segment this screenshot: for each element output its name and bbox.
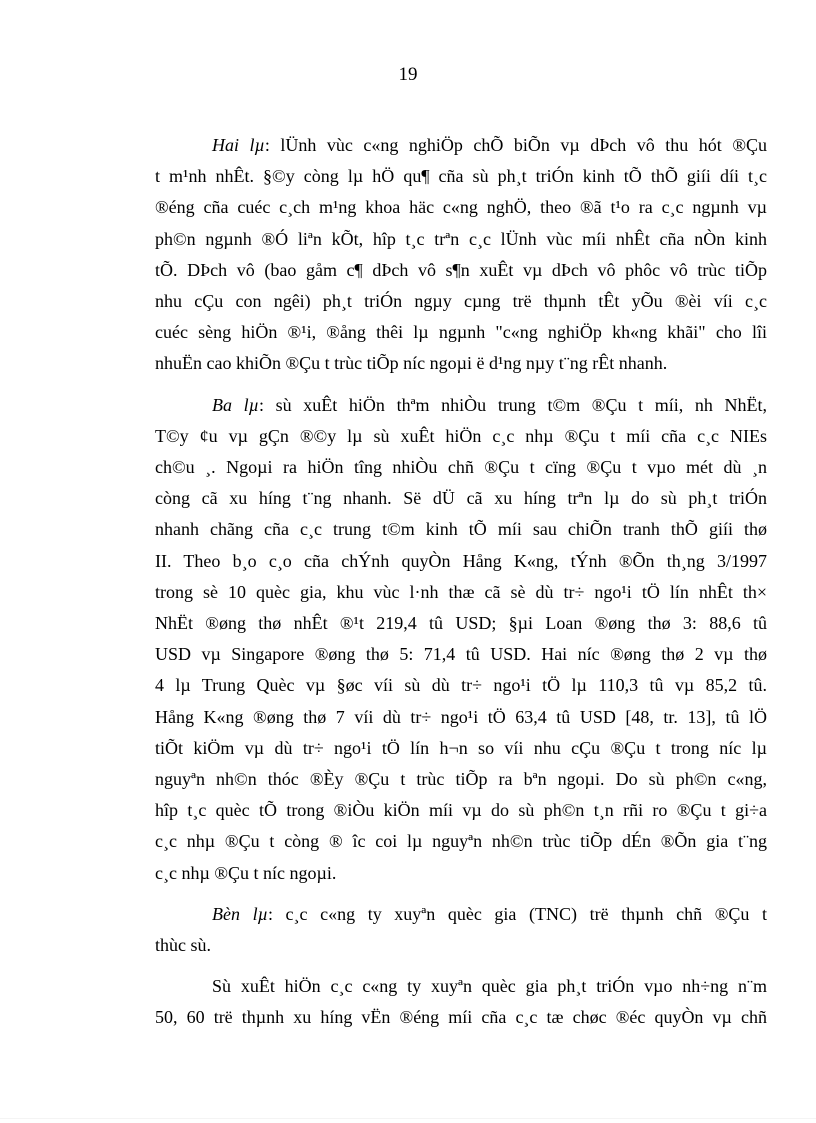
paragraph-line: Hång K«ng ®øng thø 7 víi dù tr÷ ngo¹i tÖ 63,4 tû USD [48, tr. 13], tû lÖ	[155, 706, 767, 727]
paragraph-line: Bèn lµ: c¸c c«ng ty xuyªn quèc gia (TNC) trë thµnh chñ ®Çu t	[212, 903, 767, 924]
paragraph-line: 50, 60 trë thµnh xu híng vËn ®éng míi cña c¸c tæ chøc ®éc quyÒn vµ chñ	[155, 1007, 767, 1028]
paragraph-line: USD vµ Singapore ®øng thø 5: 71,4 tû USD. Hai níc ®øng thø 2 vµ thø	[155, 644, 767, 665]
paragraph-line: ®éng cña cuéc c¸ch m¹ng khoa häc c«ng nghÖ, theo ®ã t¹o ra c¸c ngµnh vµ	[155, 197, 767, 218]
page-number: 19	[398, 64, 418, 85]
paragraph-line: c¸c nhµ ®Çu t còng ® îc coi lµ nguyªn nh©n trùc tiÕp dÉn ®Õn gia t¨ng	[155, 831, 767, 852]
paragraph-line: thùc sù.	[155, 935, 211, 956]
paragraph-line: T©y ¢u vµ gÇn ®©y lµ sù xuÊt hiÖn c¸c nhµ ®Çu t míi cña c¸c NIEs	[155, 425, 767, 446]
paragraph-lead: Ba lµ	[212, 394, 260, 415]
paragraph-line: Sù xuÊt hiÖn c¸c c«ng ty xuyªn quèc gia ph¸t triÓn vµo nh÷ng n¨m	[212, 976, 767, 997]
paragraph-line: 4 lµ Trung Quèc vµ §øc víi sù dù tr÷ ngo¹i tÖ lµ 110,3 tû vµ 85,2 tû.	[155, 675, 767, 696]
paragraph-line: còng cã xu híng t¨ng nhanh. Së dÜ cã xu híng trªn lµ do sù ph¸t triÓn	[155, 488, 767, 509]
paragraph-line: trong sè 10 quèc gia, khu vùc l·nh thæ cã sè dù tr÷ ngo¹i tÖ lín nhÊt th×	[155, 581, 767, 602]
paragraph-line: ph©n ngµnh ®Ó liªn kÕt, hîp t¸c trªn c¸c lÜnh vùc míi nhÊt cña nÒn kinh	[155, 228, 767, 249]
paragraph-lead: Bèn lµ	[212, 903, 268, 924]
paragraph-lead: Hai lµ	[212, 135, 265, 155]
paragraph-bon-la	[155, 899, 767, 961]
paragraph-line: nhu cÇu con ngêi) ph¸t triÓn ngµy cµng trë thµnh tÊt yÕu ®èi víi c¸c	[155, 291, 767, 312]
body-text	[155, 130, 767, 1034]
paragraph-line: ch©u ¸. Ngoµi ra hiÖn tîng nhiÒu chñ ®Çu t cïng ®Çu t vµo mét dù ¸n	[155, 457, 767, 478]
paragraph-line: nhuËn cao khiÕn ®Çu t trùc tiÕp níc ngoµi ë d¹ng nµy t¨ng rÊt nhanh.	[155, 353, 668, 374]
page-bottom-edge	[0, 1118, 816, 1119]
paragraph-ba-la	[155, 390, 767, 889]
paragraph-line: tÕ. DÞch vô (bao gåm c¶ dÞch vô s¶n xuÊt vµ dÞch vô phôc vô trùc tiÕp	[155, 259, 767, 280]
paragraph-line: hîp t¸c quèc tÕ trong ®iÒu kiÖn míi vµ do sù ph©n t¸n rñi ro ®Çu t gi÷a	[155, 800, 767, 821]
paragraph-line: c¸c nhµ ®Çu t níc ngoµi.	[155, 862, 337, 883]
paragraph-line: nguyªn nh©n thóc ®Èy ®Çu t trùc tiÕp ra bªn ngoµi. Do sù ph©n c«ng,	[155, 769, 767, 790]
paragraph-line: cuéc sèng hiÖn ®¹i, ®ång thêi lµ ngµnh "c«ng nghiÖp kh«ng khãi" cho lîi	[155, 322, 767, 343]
paragraph-tnc	[155, 971, 767, 1033]
paragraph-line: Ba lµ: sù xuÊt hiÖn thªm nhiÒu trung t©m ®Çu t míi, nh NhËt,	[212, 394, 767, 415]
paragraph-line: nhanh chãng cña c¸c trung t©m kinh tÕ míi sau chiÕn tranh thÕ giíi thø	[155, 519, 767, 540]
paragraph-line: NhËt ®øng thø nhÊt ®¹t 219,4 tû USD; §µi Loan ®øng thø 3: 88,6 tû	[155, 613, 767, 634]
paragraph-line: tiÕt kiÖm vµ dù tr÷ ngo¹i tÖ lín h¬n so víi nhu cÇu ®Çu t trong níc lµ	[155, 737, 767, 758]
paragraph-line: Hai lµ: lÜnh vùc c«ng nghiÖp chÕ biÕn vµ dÞch vô thu hót ®Çu	[212, 135, 767, 155]
paragraph-hai-la	[155, 130, 767, 380]
paragraph-line: t m¹nh nhÊt. §©y còng lµ hÖ qu¶ cña sù ph¸t triÓn kinh tÕ thÕ giíi díi t¸c	[155, 166, 767, 187]
paragraph-line: II. Theo b¸o c¸o cña chÝnh quyÒn Hång K«ng, tÝnh ®Õn th¸ng 3/1997	[155, 550, 767, 571]
